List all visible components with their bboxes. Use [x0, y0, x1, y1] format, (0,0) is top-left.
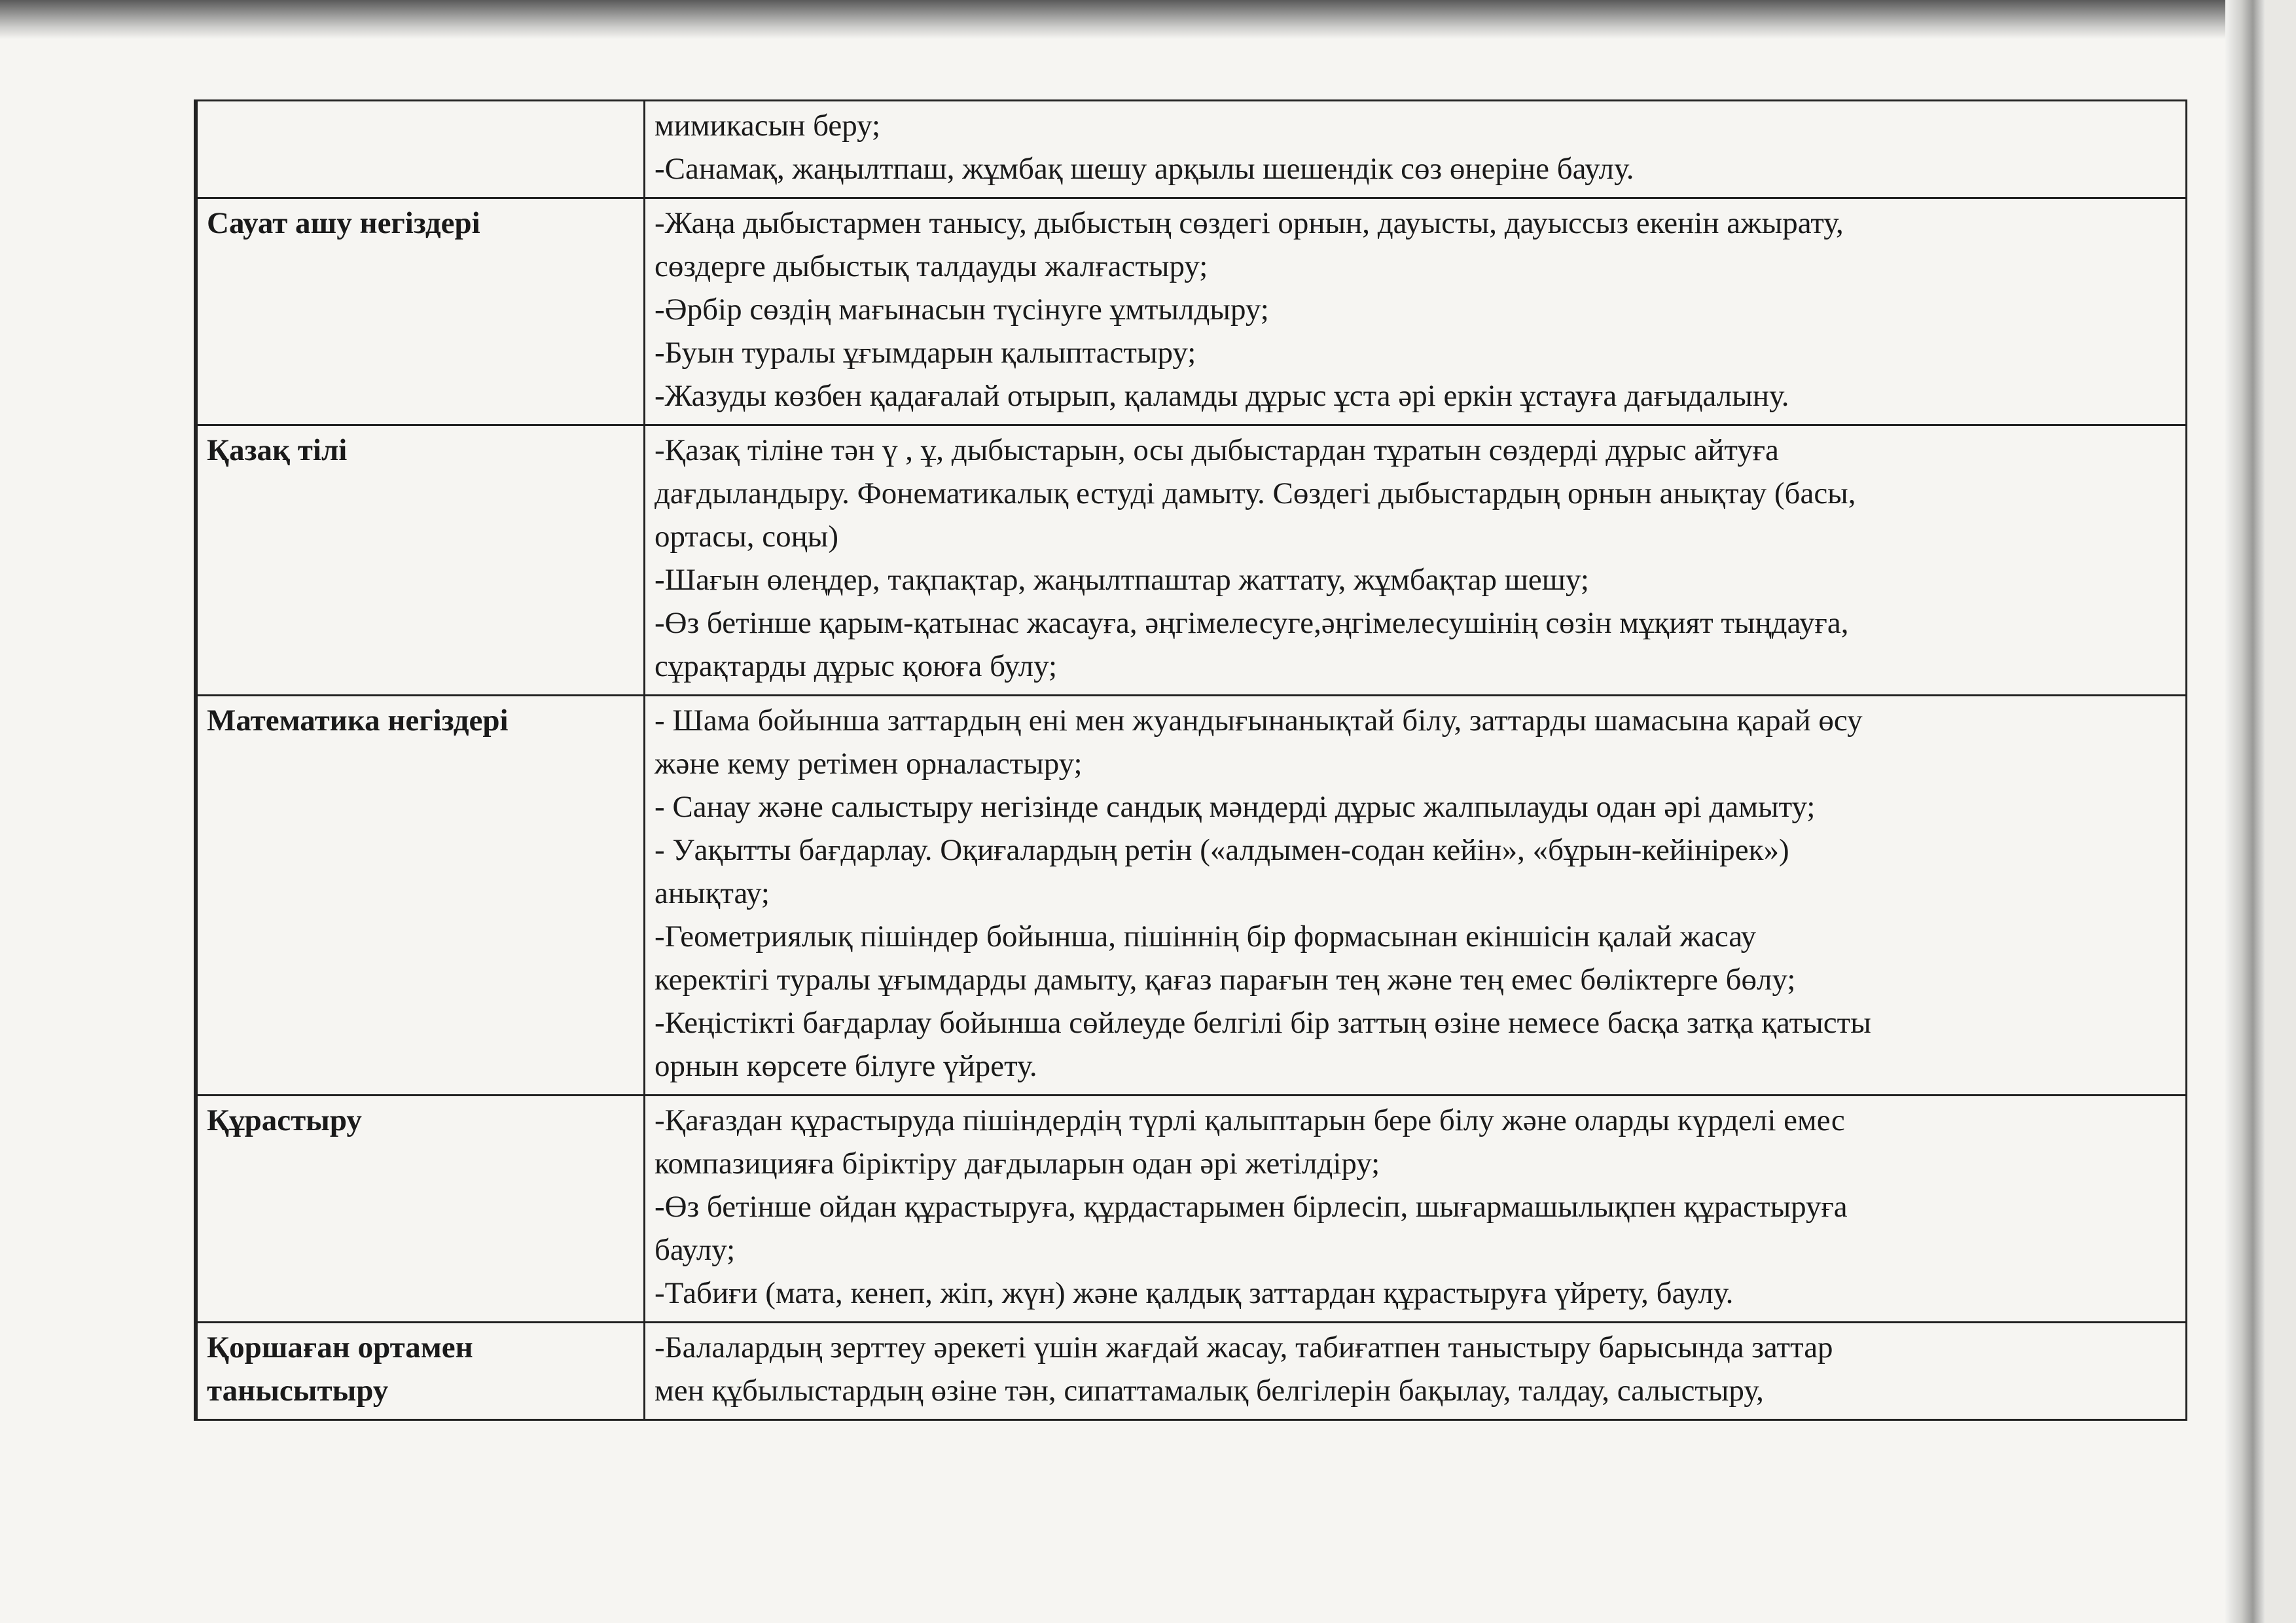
description-line: -Балалардың зерттеу әрекеті үшін жағдай жасау, табиғатпен таныстыру барысында заттар [655, 1330, 1833, 1364]
description-line: - Уақытты бағдарлау. Оқиғалардың ретін («алдымен-содан кейін», «бұрын-кейінірек») [655, 833, 1789, 867]
table-row [195, 1323, 2187, 1420]
description-line: -Жаңа дыбыстармен танысу, дыбыстың сөздегі орнын, дауысты, дауыссыз екенін ажырату, [655, 206, 1844, 240]
description-line: керектігі туралы ұғымдарды дамыту, қағаз парағын тең және тең емес бөліктерге бөлу; [655, 963, 1796, 997]
description-line: мен құбылыстардың өзіне тән, сипаттамалық белгілерін бақылау, талдау, салыстыру, [655, 1374, 1764, 1408]
description-line: мимикасын беру; [655, 109, 881, 143]
description-line: баулу; [655, 1233, 736, 1267]
description-line: орнын көрсете білуге үйрету. [655, 1049, 1037, 1083]
description-line: -Геометриялық пішіндер бойынша, пішіннің бір формасынан екіншісін қалай жасау [655, 919, 1757, 954]
table-row [195, 425, 2187, 696]
description-cell [645, 101, 2187, 198]
table-row [195, 198, 2187, 425]
subject-cell: Математика негіздері [197, 696, 645, 1096]
description-line: -Қағаздан құрастыруда пішіндердің түрлі қалыптарын бере білу және оларды күрделі емес [655, 1103, 1845, 1137]
description-line: және кему ретімен орналастыру; [655, 747, 1083, 781]
description-line: дағдыландыру. Фонематикалық естуді дамыту. Сөздегі дыбыстардың орнын анықтау (басы, [655, 476, 1856, 510]
description-line: - Шама бойынша заттардың ені мен жуандығынанықтай білу, заттарды шамасына қарай өсу [655, 704, 1863, 738]
table-row [195, 696, 2187, 1096]
subject-cell: Сауат ашу негіздері [197, 198, 645, 425]
description-line: -Табиғи (мата, кенеп, жіп, жүн) және қалдық заттардан құрастыруға үйрету, баулу. [655, 1276, 1734, 1310]
description-line: сөздерге дыбыстық талдауды жалғастыру; [655, 249, 1208, 283]
description-cell [645, 696, 2187, 1096]
description-line: -Санамақ, жаңылтпаш, жұмбақ шешу арқылы шешендік сөз өнеріне баулу. [655, 152, 1634, 186]
subject-cell [197, 101, 645, 198]
description-cell [645, 198, 2187, 425]
table-row [195, 101, 2187, 198]
subject-cell: Қоршаған ортамен танысытыру [197, 1323, 645, 1420]
description-cell [645, 1323, 2187, 1420]
description-line: -Қазақ тіліне тән ү , ұ, дыбыстарын, осы дыбыстардан тұратын сөздерді дұрыс айтуға [655, 433, 1779, 467]
description-line: -Жазуды көзбен қадағалай отырып, қаламды дұрыс ұста әрі еркін ұстауға дағыдалыну. [655, 379, 1789, 413]
description-line: сұрақтарды дұрыс қоюға булу; [655, 649, 1058, 683]
description-line: -Өз бетінше ойдан құрастыруға, құрдастарымен бірлесіп, шығармашылықпен құрастыруға [655, 1190, 1848, 1224]
description-line: - Санау және салыстыру негізінде сандық мәндерді дұрыс жалпылауды одан әрі дамыту; [655, 790, 1816, 824]
scan-shadow [0, 0, 2265, 39]
subject-cell: Қазақ тілі [197, 425, 645, 696]
subject-cell: Құрастыру [197, 1096, 645, 1323]
description-line: -Буын туралы ұғымдарын қалыптастыру; [655, 336, 1196, 370]
description-line: -Шағын өлеңдер, тақпақтар, жаңылтпаштар жаттату, жұмбақтар шешу; [655, 563, 1589, 597]
description-cell [645, 425, 2187, 696]
description-line: компазицияға біріктіру дағдыларын одан әрі жетілдіру; [655, 1147, 1380, 1181]
table-row [195, 1096, 2187, 1323]
curriculum-table [194, 99, 2187, 1421]
description-line: -Әрбір сөздің мағынасын түсінуге ұмтылдыру; [655, 293, 1269, 327]
page-binding-edge [2225, 0, 2265, 1623]
description-line: -Өз бетінше қарым-қатынас жасауға, әңгімелесуге,әңгімелесушінің сөзін мұқият тыңдауға, [655, 606, 1849, 640]
description-line: ортасы, соңы) [655, 520, 839, 554]
description-line: анықтау; [655, 876, 770, 910]
description-cell [645, 1096, 2187, 1323]
description-line: -Кеңістікті бағдарлау бойынша сөйлеуде белгілі бір заттың өзіне немесе басқа затқа қатысты [655, 1006, 1871, 1040]
